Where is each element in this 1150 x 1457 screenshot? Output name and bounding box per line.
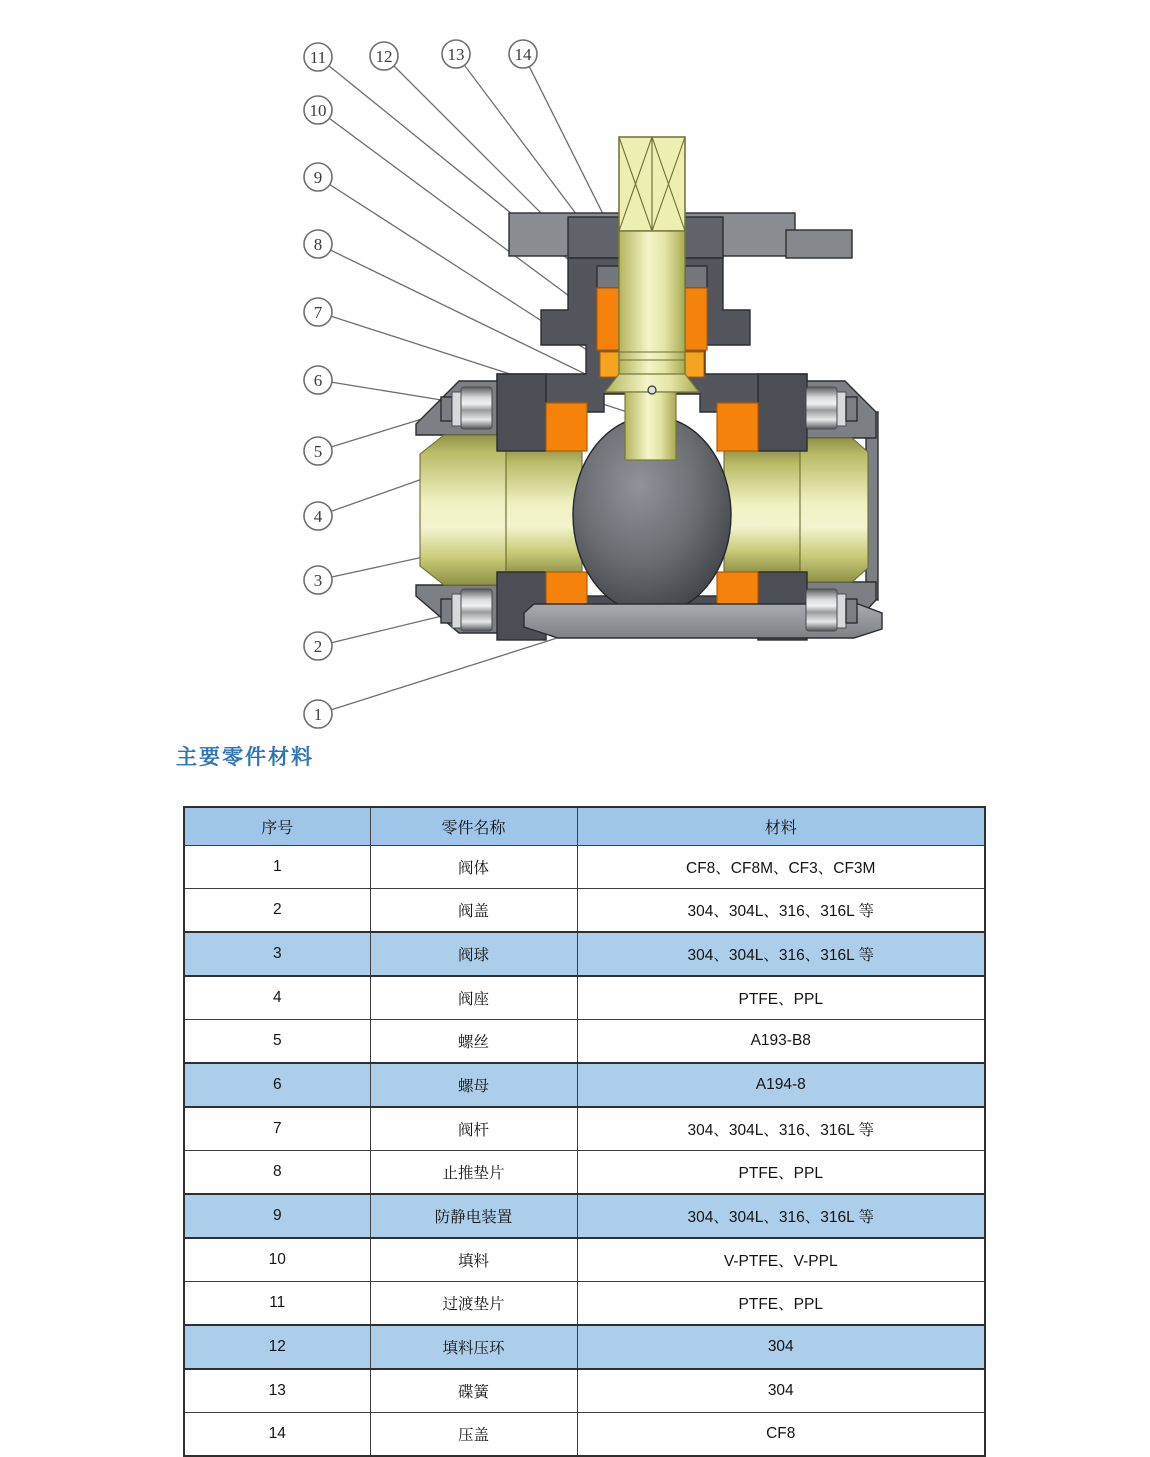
- section-title: 主要零件材料: [176, 745, 314, 769]
- callout-6: [304, 366, 332, 394]
- callout-4: [304, 502, 332, 530]
- cell-no: 6: [184, 1063, 370, 1107]
- right-port: [724, 438, 868, 582]
- cell-no: 4: [184, 976, 370, 1020]
- cell-part-name: 阀体: [370, 846, 577, 889]
- cell-part-name: 压盖: [370, 1413, 577, 1457]
- cell-no: 5: [184, 1020, 370, 1064]
- callout-14: [509, 40, 537, 68]
- table-row: [184, 1238, 985, 1282]
- cell-material: A193-B8: [577, 1020, 985, 1064]
- cell-material: 304: [577, 1325, 985, 1369]
- cell-material: A194-8: [577, 1063, 985, 1107]
- table-row: [184, 1282, 985, 1326]
- callout-2: [304, 632, 332, 660]
- table-row: [184, 1063, 985, 1107]
- cell-material: PTFE、PPL: [577, 1151, 985, 1195]
- table-row: [184, 976, 985, 1020]
- cell-no: 12: [184, 1325, 370, 1369]
- cell-no: 2: [184, 889, 370, 933]
- left-port: [420, 435, 582, 585]
- callout-9: [304, 163, 332, 191]
- cell-part-name: 阀杆: [370, 1107, 577, 1151]
- svg-text:11: 11: [309, 48, 327, 67]
- table-row: [184, 1194, 985, 1238]
- cell-no: 10: [184, 1238, 370, 1282]
- materials-table: [183, 806, 986, 1457]
- table-row: [184, 1413, 985, 1457]
- cell-part-name: 阀座: [370, 976, 577, 1020]
- cell-part-name: 止推垫片: [370, 1151, 577, 1195]
- cell-part-name: 螺母: [370, 1063, 577, 1107]
- cell-material: 304、304L、316、316L 等: [577, 1107, 985, 1151]
- callout-12: [370, 42, 398, 70]
- cell-no: 1: [184, 846, 370, 889]
- cell-material: CF8、CF8M、CF3、CF3M: [577, 846, 985, 889]
- cell-material: 304: [577, 1369, 985, 1413]
- callout-8: [304, 230, 332, 258]
- svg-text:9: 9: [313, 168, 323, 187]
- callout-3: [304, 566, 332, 594]
- cell-material: PTFE、PPL: [577, 1282, 985, 1326]
- callout-7: [304, 298, 332, 326]
- cell-material: PTFE、PPL: [577, 976, 985, 1020]
- callout-11: [304, 43, 332, 71]
- cell-no: 8: [184, 1151, 370, 1195]
- svg-text:5: 5: [313, 442, 323, 461]
- table-row: [184, 932, 985, 976]
- cell-part-name: 阀盖: [370, 889, 577, 933]
- cell-part-name: 填料压环: [370, 1325, 577, 1369]
- svg-text:6: 6: [313, 371, 323, 390]
- cell-part-name: 填料: [370, 1238, 577, 1282]
- callout-10: [304, 96, 332, 124]
- cell-no: 7: [184, 1107, 370, 1151]
- valve-stem: [605, 137, 699, 460]
- header-part-name: 零件名称: [370, 807, 577, 846]
- anti-static-device: [648, 386, 656, 394]
- table-row: [184, 1151, 985, 1195]
- cell-material: CF8: [577, 1413, 985, 1457]
- table-row: [184, 1369, 985, 1413]
- table-row: [184, 846, 985, 889]
- svg-text:13: 13: [447, 45, 465, 64]
- callout-1: [304, 700, 332, 728]
- cell-material: 304、304L、316、316L 等: [577, 1194, 985, 1238]
- header-material: 材料: [577, 807, 985, 846]
- table-row: [184, 1107, 985, 1151]
- cell-material: 304、304L、316、316L 等: [577, 889, 985, 933]
- table-row: [184, 889, 985, 933]
- svg-text:14: 14: [514, 45, 532, 64]
- cell-part-name: 碟簧: [370, 1369, 577, 1413]
- svg-text:3: 3: [313, 571, 323, 590]
- cell-no: 11: [184, 1282, 370, 1326]
- cell-no: 3: [184, 932, 370, 976]
- cell-no: 13: [184, 1369, 370, 1413]
- svg-text:1: 1: [313, 705, 323, 724]
- callout-5: [304, 437, 332, 465]
- cell-part-name: 防静电装置: [370, 1194, 577, 1238]
- cell-material: V-PTFE、V-PPL: [577, 1238, 985, 1282]
- cell-part-name: 阀球: [370, 932, 577, 976]
- cell-no: 9: [184, 1194, 370, 1238]
- cell-no: 14: [184, 1413, 370, 1457]
- stem-neck: [625, 392, 676, 460]
- cell-part-name: 过渡垫片: [370, 1282, 577, 1326]
- svg-text:2: 2: [313, 637, 323, 656]
- svg-text:8: 8: [313, 235, 323, 254]
- cell-material: 304、304L、316、316L 等: [577, 932, 985, 976]
- svg-text:12: 12: [375, 47, 393, 66]
- svg-text:4: 4: [313, 507, 323, 526]
- svg-text:7: 7: [313, 303, 323, 322]
- table-header-row: [184, 807, 985, 846]
- callout-13: [442, 40, 470, 68]
- svg-text:10: 10: [309, 101, 327, 120]
- table-row: [184, 1020, 985, 1064]
- cell-part-name: 螺丝: [370, 1020, 577, 1064]
- table-row: [184, 1325, 985, 1369]
- header-no: 序号: [184, 807, 370, 846]
